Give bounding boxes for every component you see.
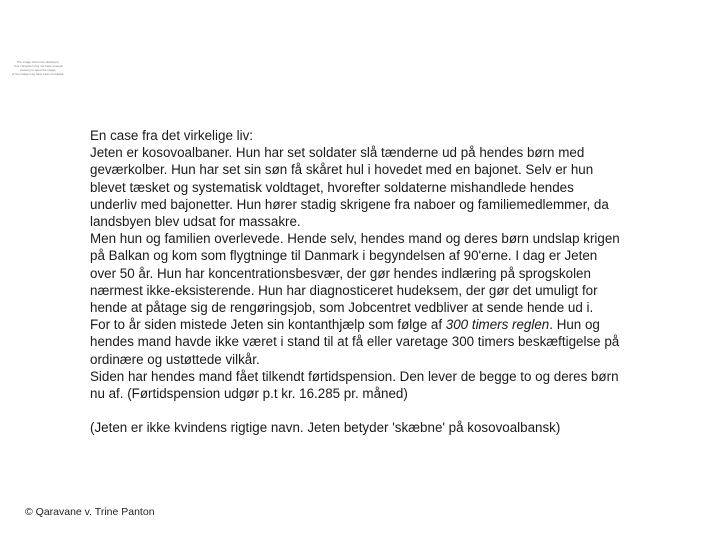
paragraph-benefit-loss — [90, 316, 620, 368]
placeholder-line: or the image may have been corrupted. — [11, 72, 65, 76]
paragraph-survival: Men hun og familien overlevede. Hende selv, hendes mand og deres børn undslap krigen på Balkan og kom som flygtninge til Danmark i begyndelsen af 90'erne. I dag er Jeten over 50 år. Hun har koncentrationsbesvær, der gør hendes indlæring på sprogskolen nærmest ikke-eksisterende. Hun har diagnosticeret hudeksem, der gør det umuligt for hende at påtage sig de rengøringsjob, som Jobcentret vedbliver at sende hende ud i. — [90, 231, 620, 316]
placeholder-line: Your computer may not have enough memory to open the image, — [13, 64, 63, 72]
paragraph-background: Jeten er kosovoalbaner. Hun har set soldater slå tænderne ud på hendes børn med geværkolber. Hun har set sin søn få skåret hul i hovedet med en bajonet. Selv er hun blevet tæsket og systematisk voldtaget, hvorefter soldaterne mishandlede hendes underliv med bajonetter. Hun hører stadig skrigene fra naboer og familiemedlemmer, da landsbyen blev udsat for massakre. — [90, 145, 609, 230]
name-note: (Jeten er ikke kvindens rigtige navn. Jeten betyder 'skæbne' på kosovoalbansk) — [90, 420, 561, 436]
copyright-footer: © Qaravane v. Trine Panton — [25, 506, 155, 518]
rule-emphasis: 300 timers reglen — [445, 317, 550, 333]
paragraph-text: . Hun og hendes mand havde ikke været i stand til at få eller varetage 300 timers beskæftigelse på ordinære og ustøttede vilkår. — [90, 317, 620, 367]
spacer — [90, 402, 620, 419]
paragraph-pension: Siden har hendes mand fået tilkendt førtidspension. Den lever de begge to og deres børn nu af. (Førtidspension udgør p.t kr. 16.285 pr. måned) — [90, 368, 619, 402]
case-heading: En case fra det virkelige liv: — [90, 128, 253, 143]
image-placeholder-note — [8, 60, 68, 76]
placeholder-line: The image cannot be displayed. — [16, 60, 60, 64]
case-text — [90, 127, 620, 436]
paragraph-text: For to år siden mistede Jeten sin kontanthjælp som følge af — [90, 317, 446, 333]
